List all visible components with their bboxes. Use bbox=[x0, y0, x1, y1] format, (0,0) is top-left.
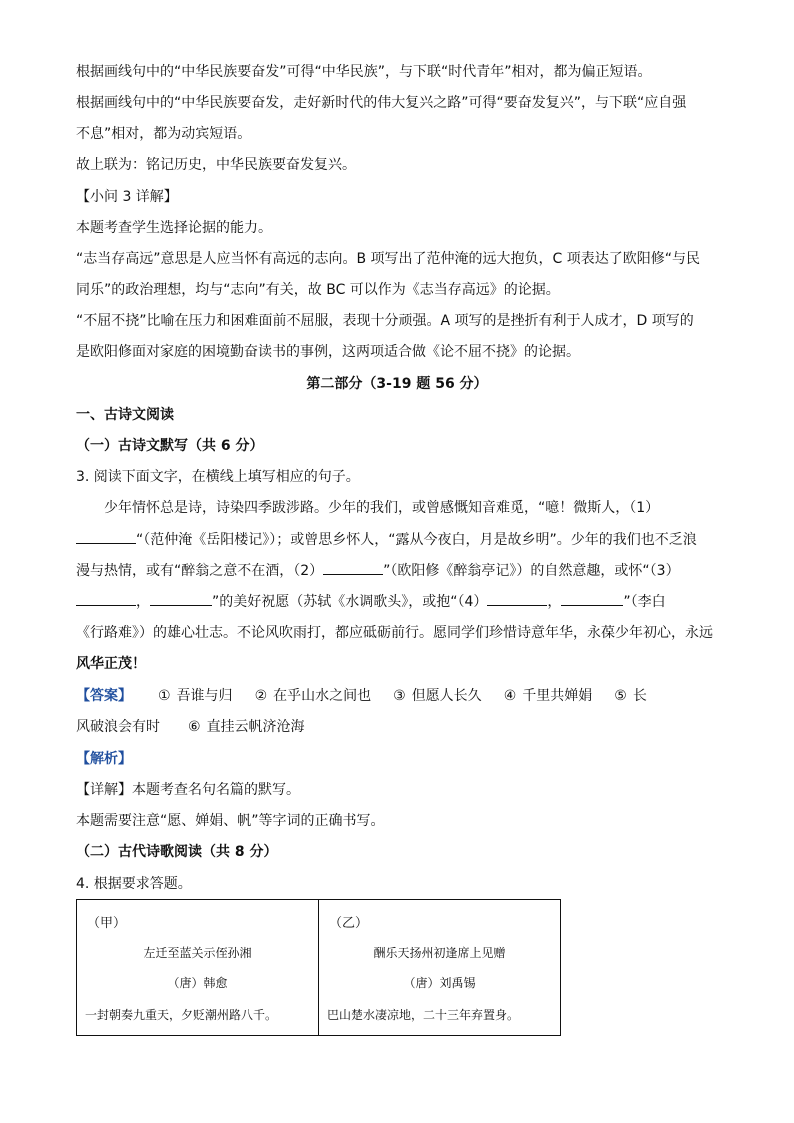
section-heading: 一、古诗文阅读 bbox=[76, 407, 174, 423]
poem-label: （乙） bbox=[329, 916, 369, 931]
analysis-label: 【解析】 bbox=[76, 751, 132, 767]
detail-line: 【详解】本题考查名句名篇的默写。 bbox=[76, 782, 300, 798]
fill-blank[interactable] bbox=[150, 591, 212, 606]
passage-line: 少年情怀总是诗，诗染四季跋涉路。少年的我们，或曾感慨知音难觅，“噫！微斯人，（1） bbox=[104, 500, 660, 516]
fill-blank[interactable] bbox=[561, 591, 623, 606]
poem-author: （唐）韩愈 bbox=[167, 976, 228, 990]
passage-line: “（范仲淹《岳阳楼记》）；或曾思乡怀人，“露从今夜白，月是故乡明”。少年的我们也不乏浪 bbox=[76, 529, 734, 550]
answer-item: ② 在乎山水之间也 bbox=[254, 688, 372, 704]
answer-item: ③ 但愿人长久 bbox=[393, 688, 482, 704]
text-line: “不屈不挠”比喻在压力和困难面前不屈服，表现十分顽强。A 项写的是挫折有利于人成才，D 项写的 bbox=[76, 313, 694, 329]
passage-line: ， ”的美好祝愿（苏轼《水调歌头》，或抱“（4） ， ”（李白 bbox=[76, 591, 734, 612]
poem-cell-yi bbox=[319, 900, 561, 1036]
fill-blank[interactable] bbox=[487, 591, 547, 606]
passage-line: 漫与热情，或有“醉翁之意不在酒，（2） ”（欧阳修《醉翁亭记》）的自然意趣，或怀“（3） bbox=[76, 560, 734, 581]
poem-verse: 一封朝奏九重天，夕贬潮州路八千。 bbox=[85, 1008, 278, 1022]
poem-verse: 巴山楚水凄凉地，二十三年弃置身。 bbox=[327, 1008, 520, 1022]
poem-title: 酬乐天扬州初逢席上见赠 bbox=[373, 946, 506, 960]
text-line: 本题考查学生选择论据的能力。 bbox=[76, 220, 272, 236]
text-line: 根据画线句中的“中华民族要奋发，走好新时代的伟大复兴之路”可得“要奋发复兴”，与下联“应自强 bbox=[76, 95, 687, 111]
text-line: 不息”相对，都为动宾短语。 bbox=[76, 126, 252, 142]
question-prompt: 3. 阅读下面文字，在横线上填写相应的句子。 bbox=[76, 469, 360, 485]
fill-blank[interactable] bbox=[76, 591, 136, 606]
answer-line: 风破浪会有时 ⑥ 直挂云帆济沧海 bbox=[76, 719, 305, 735]
text-line: “志当存高远”意思是人应当怀有高远的志向。B 项写出了范仲淹的远大抱负，C 项表达了欧阳修“与民 bbox=[76, 251, 701, 267]
subsection-heading: （一）古诗文默写（共 6 分） bbox=[76, 438, 264, 454]
answer-label: 【答案】 bbox=[76, 688, 132, 704]
passage-line: 风华正茂！ bbox=[76, 656, 146, 672]
poem-title: 左迁至蓝关示侄孙湘 bbox=[143, 946, 252, 960]
poem-label: （甲） bbox=[87, 916, 127, 931]
text-line: 同乐”的政治理想，均与“志向”有关，故 BC 可以作为《志当存高远》的论据。 bbox=[76, 282, 560, 298]
passage-line: 《行路难》）的雄心壮志。不论风吹雨打，都应砥砺前行。愿同学们珍惜诗意年华，永葆少年初心，永远 bbox=[76, 625, 713, 641]
text-line: 是欧阳修面对家庭的困境勤奋读书的事例，这两项适合做《论不屈不挠》的论据。 bbox=[76, 344, 580, 360]
part-heading: 第二部分（3-19 题 56 分） bbox=[306, 376, 488, 392]
text-line: 根据画线句中的“中华民族要奋发”可得“中华民族”，与下联“时代青年”相对，都为偏正短语。 bbox=[76, 64, 652, 80]
question-prompt: 4. 根据要求答题。 bbox=[76, 876, 192, 892]
answer-item: ① 吾谁与归 bbox=[158, 688, 233, 704]
subsection-heading: （二）古代诗歌阅读（共 8 分） bbox=[76, 844, 278, 860]
text-line: 故上联为：铭记历史，中华民族要奋发复兴。 bbox=[76, 157, 356, 173]
answer-item: ⑤ 长 bbox=[614, 688, 647, 704]
fill-blank[interactable] bbox=[76, 529, 136, 544]
answer-line bbox=[76, 686, 734, 706]
poem-table bbox=[76, 899, 561, 1036]
subquestion-heading: 【小问 3 详解】 bbox=[76, 189, 178, 205]
poem-author: （唐）刘禹锡 bbox=[403, 976, 476, 990]
poem-cell-jia bbox=[77, 900, 319, 1036]
fill-blank[interactable] bbox=[323, 560, 383, 575]
answer-item: ④ 千里共婵娟 bbox=[503, 688, 593, 704]
note-line: 本题需要注意“愿、婵娟、帆”等字词的正确书写。 bbox=[76, 813, 385, 829]
